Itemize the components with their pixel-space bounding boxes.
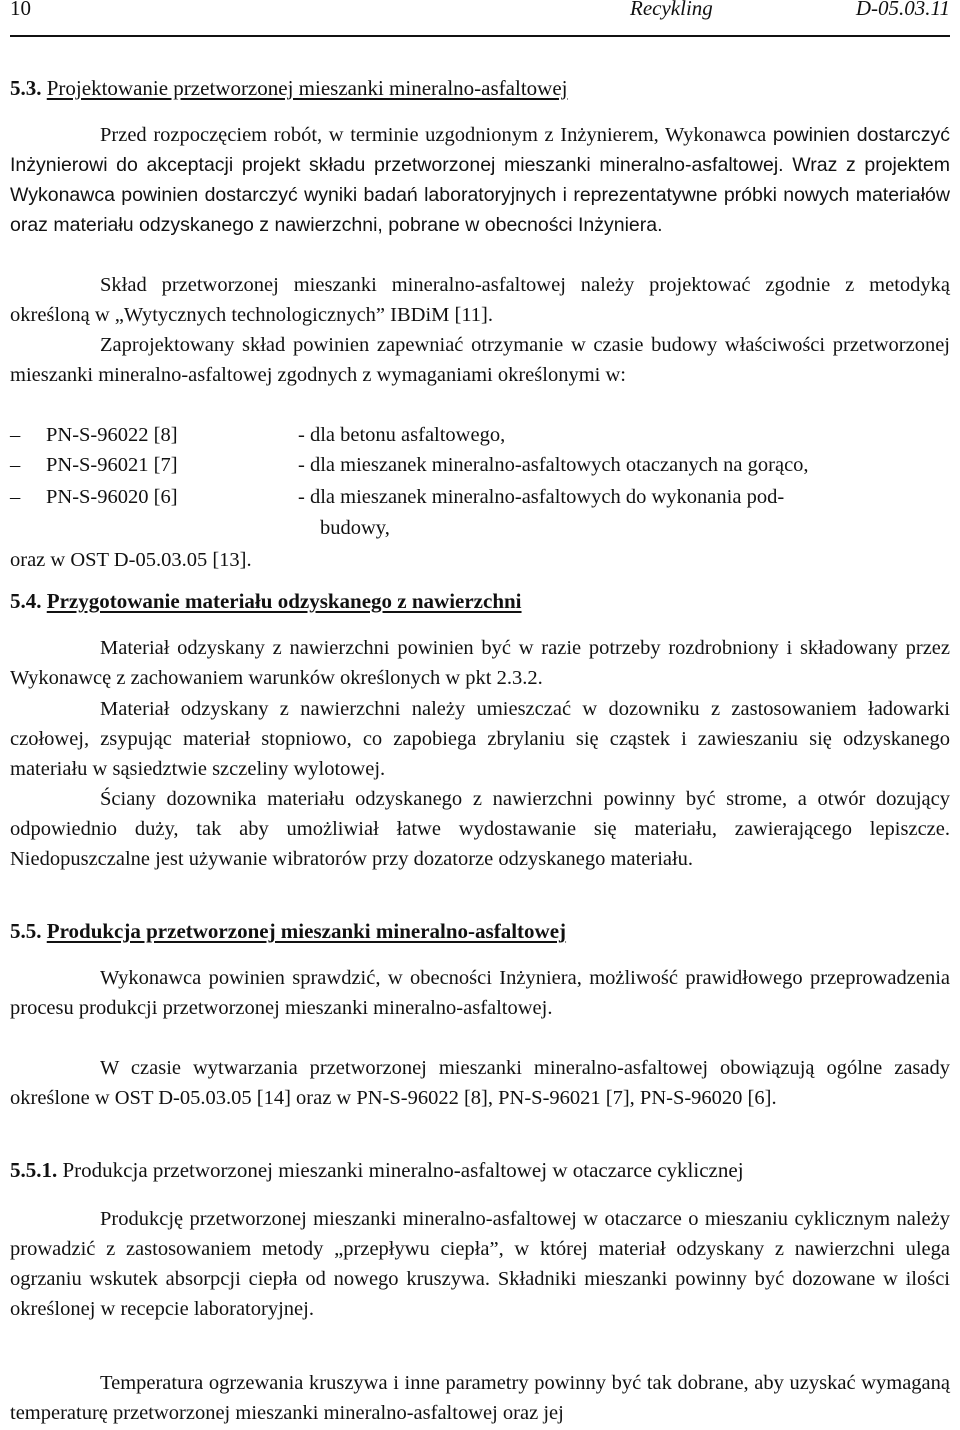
- standard-description: - dla betonu asfaltowego,: [298, 424, 506, 446]
- section-heading-5-4: [10, 589, 950, 614]
- standard-description-continuation: budowy,: [320, 517, 390, 539]
- paragraph-5-3-2: Skład przetworzonej mieszanki mineralno-asfaltowej należy projektować zgodnie z metodyką określoną w „Wytycznych technologicznych” IBDiM [11].: [10, 274, 950, 326]
- standard-code: PN-S-96022 [8]: [46, 424, 178, 446]
- page-header: [10, 0, 950, 30]
- paragraph-5-5-1-2: Temperatura ogrzewania kruszywa i inne parametry powinny być tak dobrane, aby uzyskać wymaganą temperaturę przetworzonej mieszanki mineralno-asfaltowej oraz jej: [10, 1372, 950, 1424]
- page-number: 10: [10, 0, 31, 20]
- section-number: 5.4.: [10, 589, 42, 613]
- paragraph-5-4-2: Materiał odzyskany z nawierzchni należy umieszczać w dozowniku z zastosowaniem ładowarki czołowej, zsypując materiał stopniowo, co zapobiega zbrylaniu się cząstek i zawieszaniu się odzyskanego materiału w sąsiedztwie szczeliny wylotowej.: [10, 698, 950, 780]
- standard-list-item: [10, 420, 950, 450]
- paragraph-5-5-1: Wykonawca powinien sprawdzić, w obecności Inżyniera, możliwość prawidłowego przeprowadzenia procesu produkcji przetworzonej mieszanki mineralno-asfaltowej.: [10, 967, 950, 1019]
- paragraph-5-4-1: Materiał odzyskany z nawierzchni powinien być w razie potrzeby rozdrobniony i składowany przez Wykonawcę z zachowaniem warunków określonych w pkt 2.3.2.: [10, 637, 950, 689]
- standard-list-item: [10, 482, 950, 512]
- paragraph-5-4-3: Ściany dozownika materiału odzyskanego z nawierzchni powinny być strome, a otwór dozujący odpowiednio duży, tak aby umożliwiał łatwe wydostawanie się materiału, zawierającego lepiszcze. Niedopuszczalne jest używanie wibratorów przy dozatorze odzyskanego materiału.: [10, 788, 950, 870]
- standard-code: PN-S-96021 [7]: [46, 454, 178, 476]
- document-code: D-05.03.11: [855, 0, 950, 20]
- standard-code: PN-S-96020 [6]: [46, 486, 178, 508]
- paragraph-5-5-1-1: Produkcję przetworzonej mieszanki mineralno-asfaltowej w otaczarce o mieszaniu cyklicznym należy prowadzić z zastosowaniem metody „przepływu ciepła”, w której materiał odzyskany z nawierzchni ulega ogrzaniu wskutek absorpcji ciepła od nowego kruszywa. Składniki mieszanki powinny być dozowane w ilości określonej w recepcie laboratoryjnej.: [10, 1208, 950, 1320]
- section-title: Przygotowanie materiału odzyskanego z nawierzchni: [46, 589, 522, 613]
- section-heading-5-3: [10, 76, 950, 101]
- standard-list-item: [10, 450, 950, 480]
- paragraph-text: powinien dostarczyć Inżynierowi do akceptacji projekt składu przetworzonej mieszanki mineralno-asfaltowej. Wraz z projektem Wykonawca powinien dostarczyć wyniki badań laboratoryjnych i reprezentatywne próbki nowych materiałów oraz materiału odzyskanego z nawierzchni, pobrane w obecności Inżyniera.: [10, 124, 950, 236]
- standard-description: - dla mieszanek mineralno-asfaltowych otaczanych na gorąco,: [298, 454, 809, 476]
- paragraph-5-3-3: Zaprojektowany skład powinien zapewniać otrzymanie w czasie budowy właściwości przetworzonej mieszanki mineralno-asfaltowej zgodnych z wymaganiami określonymi w:: [10, 334, 950, 386]
- section-number: 5.5.1.: [10, 1158, 58, 1182]
- header-rule: [10, 35, 950, 37]
- section-title: Produkcja przetworzonej mieszanki mineralno-asfaltowej w otaczarce cyklicznej: [62, 1158, 744, 1182]
- list-dash: –: [10, 454, 21, 476]
- document-title: Recykling: [630, 0, 713, 20]
- section-title: Produkcja przetworzonej mieszanki mineralno-asfaltowej: [46, 919, 567, 943]
- paragraph-5-3-4: oraz w OST D-05.03.05 [13].: [10, 549, 252, 571]
- section-number: 5.5.: [10, 919, 42, 943]
- section-heading-5-5-1: [10, 1158, 950, 1183]
- section-number: 5.3.: [10, 76, 42, 100]
- standard-description: - dla mieszanek mineralno-asfaltowych do wykonania pod-: [298, 486, 785, 508]
- section-title: Projektowanie przetworzonej mieszanki mineralno-asfaltowej: [46, 76, 568, 100]
- paragraph-text: Przed rozpoczęciem robót, w terminie uzgodnionym z Inżynierem, Wykonawca: [100, 124, 767, 146]
- list-dash: –: [10, 486, 21, 508]
- paragraph-5-5-2: W czasie wytwarzania przetworzonej mieszanki mineralno-asfaltowej obowiązują ogólne zasady określone w OST D-05.03.05 [14] oraz w PN-S-96022 [8], PN-S-96021 [7], PN-S-96020 [6].: [10, 1057, 950, 1109]
- list-dash: –: [10, 424, 21, 446]
- paragraph-5-3-1: [10, 120, 950, 240]
- section-heading-5-5: [10, 919, 950, 944]
